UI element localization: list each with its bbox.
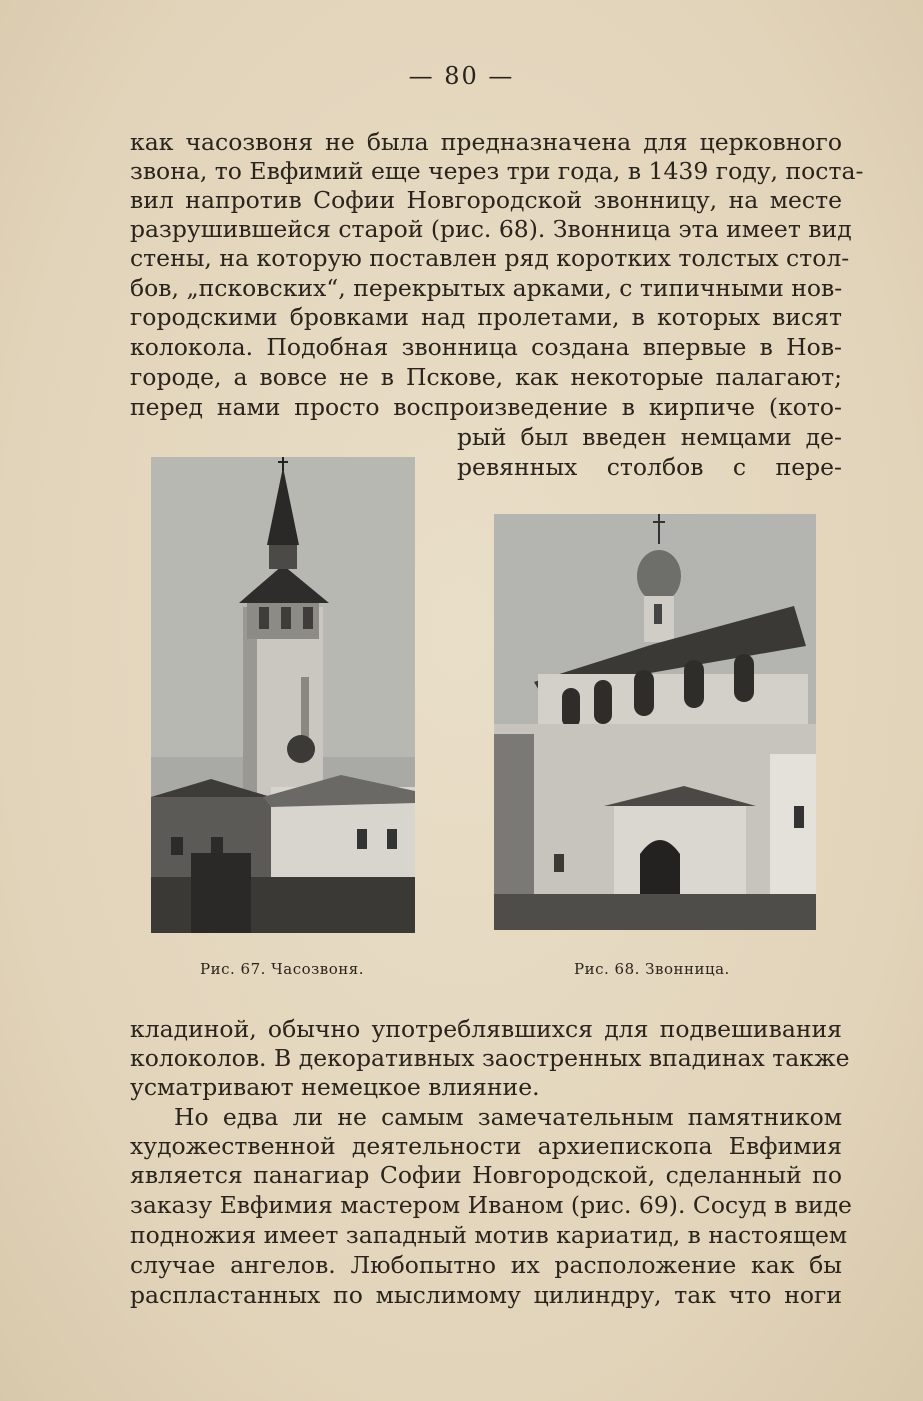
text-line: городе, а вовсе не в Пскове, как некоторые палагают; <box>130 363 842 391</box>
text-line: ревянных столбов с пере- <box>457 453 842 481</box>
page-number: — 80 — <box>408 62 515 90</box>
figure-68-caption: Рис. 68. Звонница. <box>574 960 730 978</box>
text-line: подножия имеет западный мотив кариатид, в настоящем <box>130 1221 848 1249</box>
figure-68-photo <box>494 514 816 930</box>
text-line: бов, „псковских“, перекрытых арками, с типичными нов- <box>130 274 843 302</box>
text-line: как часозвоня не была предназначена для церковного <box>130 128 842 156</box>
text-line: случае ангелов. Любопытно их расположение как бы <box>130 1251 842 1279</box>
text-line: Но едва ли не самым замечательным памятником <box>174 1103 842 1131</box>
figure-67-caption: Рис. 67. Часозвоня. <box>200 960 365 978</box>
text-line: вил напротив Софии Новгородской звонницу, на месте <box>130 186 842 214</box>
text-line: колокола. Подобная звонница создана впервые в Нов- <box>130 333 842 361</box>
text-line: звона, то Евфимий еще через три года, в 1439 году, поста- <box>130 157 864 185</box>
text-line: городскими бровками над пролетами, в которых висят <box>130 303 842 331</box>
text-line: стены, на которую поставлен ряд коротких толстых стол- <box>130 244 850 272</box>
text-line: распластанных по мыслимому цилиндру, так что ноги <box>130 1281 842 1309</box>
text-line: кладиной, обычно употреблявшихся для подвешивания <box>130 1015 842 1043</box>
figure-67-photo <box>151 457 415 933</box>
text-line: перед нами просто воспроизведение в кирпиче (кото- <box>130 393 842 421</box>
text-line: художественной деятельности архиепископа Евфимия <box>130 1132 842 1160</box>
text-line: заказу Евфимия мастером Иваном (рис. 69). Сосуд в виде <box>130 1191 852 1219</box>
text-line: колоколов. В декоративных заостренных впадинах также <box>130 1044 850 1072</box>
text-line: является панагиар Софии Новгородской, сделанный по <box>130 1161 842 1189</box>
text-line: рый был введен немцами де- <box>457 423 842 451</box>
text-line: усматривают немецкое влияние. <box>130 1073 540 1101</box>
text-line: разрушившейся старой (рис. 68). Звонница эта имеет вид <box>130 215 852 243</box>
